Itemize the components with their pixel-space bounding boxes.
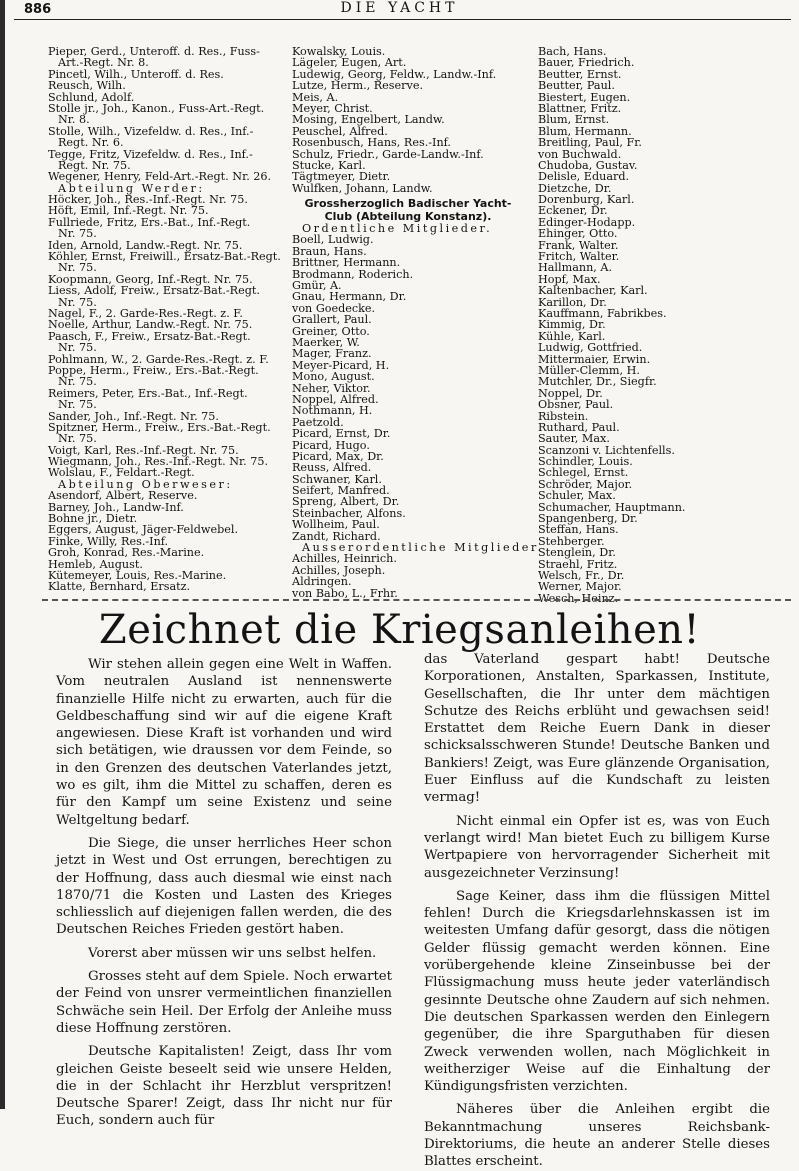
roster-entry: Mittermaier, Erwin. xyxy=(538,352,651,366)
roster-entry: Grallert, Paul. xyxy=(292,313,372,327)
section-heading: Ausserordentliche Mitglieder. xyxy=(302,541,544,555)
roster-entry: Spreng, Albert, Dr. xyxy=(292,495,400,509)
roster-entry: Achilles, Joseph. xyxy=(292,563,386,577)
roster-entry: von Babo, L., Frhr. xyxy=(292,586,398,600)
roster-entry: Hallmann, A. xyxy=(538,261,613,275)
club-heading: Club (Abteilung Konstanz). xyxy=(324,209,492,223)
roster-entry: Mosing, Engelbert, Landw. xyxy=(292,113,445,127)
roster-entry: Greiner, Otto. xyxy=(292,324,370,338)
roster-entry: Liess, Adolf, Freiw., Ersatz-Bat.-Regt. xyxy=(48,284,260,298)
roster-entry: Noppel, Dr. xyxy=(538,386,603,400)
roster-entry: Ludwig, Gottfried. xyxy=(538,341,643,355)
roster-entry: Brodmann, Roderich. xyxy=(292,267,414,281)
article-column-2 xyxy=(424,651,770,1171)
roster-entry: Edinger-Hodapp. xyxy=(538,215,636,229)
article-column-1 xyxy=(56,656,392,1130)
roster-entry: Nagel, F., 2. Garde-Res.-Regt. z. F. xyxy=(48,306,243,320)
roster-entry: Boell, Ludwig. xyxy=(292,233,374,247)
roster-entry: Reuss, Alfred. xyxy=(292,461,372,475)
roster-entry: Picard, Max, Dr. xyxy=(292,449,384,463)
roster-entry: Brittner, Hermann. xyxy=(292,256,401,270)
roster-entry: Schlegel, Ernst. xyxy=(538,466,629,480)
article-paragraph: Sage Keiner, dass ihm die flüssigen Mittel fehlen! Durch die Kriegsdarlehnskassen ist im weitesten Umfang dafür gesorgt, dass die nötigen Gelder flüssig gemacht werden können. Eine vorübergehende kleine Zinseinbusse bei der Flüssigmachung muss heute jeder vaterländisch gesinnte Deutsche ohne Zaudern auf sich nehmen. Die deutschen Sparkassen werden den Einlegern gegenüber, die ihre Sparguthaben für diesen Zweck verwenden wollen, nach Möglichkeit in weitherziger Weise auf die Einhaltung der Kündigungsfristen verzichten. xyxy=(424,888,770,1095)
roster-entry: Poppe, Herm., Freiw., Ers.-Bat.-Regt. xyxy=(48,363,259,377)
roster-entry: Wollheim, Paul. xyxy=(292,518,380,532)
roster-entry: Bach, Hans. xyxy=(538,45,607,58)
section-heading: Ordentliche Mitglieder. xyxy=(302,222,493,236)
roster-column-1 xyxy=(48,46,280,593)
roster-entry: Kühle, Karl. xyxy=(538,329,606,343)
roster-entry: Lutze, Herm., Reserve. xyxy=(292,79,424,93)
running-title: DIE YACHT xyxy=(340,0,459,16)
roster-entry: Ruthard, Paul. xyxy=(538,420,620,434)
roster-entry: Nr. 75. xyxy=(58,432,97,446)
roster-column-2 xyxy=(292,45,544,600)
roster-entry: Schuler, Max. xyxy=(538,489,616,503)
roster-entry: Pohlmann, W., 2. Garde-Res.-Regt. z. F. xyxy=(48,352,269,366)
article-paragraph: Nicht einmal ein Opfer ist es, was von Euch verlangt wird! Man bietet Euch zu billigem Kurse Wertpapiere von hervorragender Sicherheit mit ausgezeichneter Verzinsung! xyxy=(424,813,770,881)
roster-entry: Picard, Ernst, Dr. xyxy=(292,427,391,441)
roster-entry: Nr. 75. xyxy=(58,261,97,275)
roster-entry: Mutchler, Dr., Siegfr. xyxy=(538,375,657,389)
roster-entry: Spitzner, Herm., Freiw., Ers.-Bat.-Regt. xyxy=(48,420,271,434)
roster-entry: Barney, Joh., Landw-Inf. xyxy=(48,500,184,514)
roster-entry: Schulz, Friedr., Garde-Landw.-Inf. xyxy=(292,147,484,161)
roster-entry: Lägeler, Eugen, Art. xyxy=(292,56,407,70)
roster-entry: Schindler, Louis. xyxy=(538,455,633,469)
roster-entry: Reimers, Peter, Ers.-Bat., Inf.-Regt. xyxy=(48,386,248,400)
roster-entry: Beutter, Ernst. xyxy=(538,67,622,81)
roster-entry: Ribstein. xyxy=(538,409,589,423)
roster-entry: Schlund, Adolf. xyxy=(48,90,135,104)
roster-entry: Tegge, Fritz, Vizefeldw. d. Res., Inf.- xyxy=(48,147,253,161)
article-paragraph: Vorerst aber müssen wir uns selbst helfen. xyxy=(88,945,377,961)
roster-entry: Blum, Ernst. xyxy=(538,113,610,127)
roster-entry: Paetzold. xyxy=(292,415,344,429)
roster-entry: Noppel, Alfred. xyxy=(292,392,379,406)
roster-entry: Regt. Nr. 75. xyxy=(58,158,131,172)
roster-entry: Mono, August. xyxy=(292,370,375,384)
roster-entry: Gnau, Hermann, Dr. xyxy=(292,290,407,304)
section-divider xyxy=(42,599,791,601)
roster-entry: Steinbacher, Alfons. xyxy=(292,506,406,520)
article-paragraph: Grosses steht auf dem Spiele. Noch erwartet der Feind von unsrer vermeintlichen finanziellen Schwäche sein Heil. Der Erfolg der Anleihe muss diese Hoffnung zerstören. xyxy=(56,969,392,1036)
roster-entry: von Buchwald. xyxy=(538,147,622,161)
roster-entry: Nr. 8. xyxy=(58,113,90,127)
roster-entry: Köhler, Ernst, Freiwill., Ersatz-Bat.-Regt. xyxy=(48,250,281,264)
roster-entry: Bohne jr., Dietr. xyxy=(48,512,138,526)
roster-entry: Sander, Joh., Inf.-Regt. Nr. 75. xyxy=(48,409,219,423)
roster-entry: Stehberger. xyxy=(538,534,605,548)
roster-entry: Blum, Hermann. xyxy=(538,124,632,138)
roster-entry: Neher, Viktor. xyxy=(292,381,371,395)
roster-entry: Seifert, Manfred. xyxy=(292,484,390,498)
roster-entry: Steffan, Hans. xyxy=(538,523,619,537)
roster-entry: Karillon, Dr. xyxy=(538,295,607,309)
roster-entry: Achilles, Heinrich. xyxy=(292,552,397,566)
roster-entry: Stolle jr., Joh., Kanon., Fuss-Art.-Regt. xyxy=(48,101,265,115)
article-paragraph: Wir stehen allein gegen eine Welt in Waffen. Vom neutralen Ausland ist nennenswerte finanzielle Hilfe nicht zu erwarten, auch für die Geldbeschaffung sind wir auf die eigene Kraft angewiesen. Diese Kraft ist vorhanden und wird sich betätigen, wie draussen vor dem Feinde, so in den Grenzen des deutschen Vaterlandes jetzt, wo es gilt, ihm die Mittel zu schaffen, deren es für den Kampf um seine Existenz und seine Weltgeltung bedarf. xyxy=(56,657,392,828)
roster-entry: Nothmann, H. xyxy=(292,404,373,418)
roster-entry: Blattner, Fritz. xyxy=(538,101,622,115)
roster-entry: Kowalsky, Louis. xyxy=(292,45,386,58)
roster-entry: Stolle, Wilh., Vizefeldw. d. Res., Inf.- xyxy=(48,124,254,138)
roster-entry: Gmür, A. xyxy=(292,279,342,293)
roster-entry: Meyer-Picard, H. xyxy=(292,358,390,372)
roster-entry: Dorenburg, Karl. xyxy=(538,193,635,207)
roster-entry: Nr. 75. xyxy=(58,227,97,241)
roster-entry: Rosenbusch, Hans, Res.-Inf. xyxy=(292,136,451,150)
roster-entry: Wulfken, Johann, Landw. xyxy=(292,181,433,195)
roster-entry: Voigt, Karl, Res.-Inf.-Regt. Nr. 75. xyxy=(48,443,239,457)
roster-entry: Höft, Emil, Inf.-Regt. Nr. 75. xyxy=(48,204,209,218)
roster-entry: Eckener, Dr. xyxy=(538,204,608,218)
article-paragraph: Die Siege, die unser herrliches Heer schon jetzt in West und Ost errungen, berechtigen zu der Hoffnung, dass auch diesmal wie einst nach 1870/71 die Kosten und Lasten des Krieges schliesslich auf diejenigen fallen werden, die des Deutschen Reiches Frieden gestört haben. xyxy=(56,835,392,938)
roster-entry: Hopf, Max. xyxy=(538,272,601,286)
roster-entry: Wegener, Henry, Feld-Art.-Regt. Nr. 26. xyxy=(48,170,272,184)
roster-entry: Sauter, Max. xyxy=(538,432,610,446)
roster-entry: Regt. Nr. 6. xyxy=(58,136,124,150)
roster-entry: Frank, Walter. xyxy=(538,238,619,252)
roster-column-3 xyxy=(538,46,788,604)
roster-entry: Delisle, Eduard. xyxy=(538,170,630,184)
roster-entry: Spangenberg, Dr. xyxy=(538,512,638,526)
roster-entry: Fullriede, Fritz, Ers.-Bat., Inf.-Regt. xyxy=(48,215,251,229)
roster-entry: Nr. 75. xyxy=(58,398,97,412)
roster-entry: Müller-Clemm, H. xyxy=(538,363,640,377)
roster-entry: Wiegmann, Joh., Res.-Inf.-Regt. Nr. 75. xyxy=(48,455,269,469)
roster-entry: Picard, Hugo. xyxy=(292,438,370,452)
roster-entry: Ludewig, Georg, Feldw., Landw.-Inf. xyxy=(292,67,497,81)
section-heading: Abteilung Werder: xyxy=(58,181,205,195)
roster-entry: Chudoba, Gustav. xyxy=(538,158,638,172)
roster-entry: Breitling, Paul, Fr. xyxy=(538,136,642,150)
header-rule xyxy=(14,19,791,20)
roster-entry: Dietzche, Dr. xyxy=(538,181,612,195)
section-heading: Abteilung Oberweser: xyxy=(58,477,233,491)
article-paragraph: Deutsche Kapitalisten! Zeigt, dass Ihr vom gleichen Geiste beseelt seid wie unsere Helden, die in der Schlacht ihr Herzblut verspritzen! Deutsche Sparer! Zeigt, dass Ihr nicht nur für Euch, sondern auch für xyxy=(56,1044,392,1129)
roster-entry: Paasch, F., Freiw., Ersatz-Bat.-Regt. xyxy=(48,329,251,343)
roster-entry: Obsner, Paul. xyxy=(538,398,614,412)
roster-entry: Stenglein, Dr. xyxy=(538,546,616,560)
roster-entry: Scanzoni v. Lichtenfells. xyxy=(538,443,675,457)
roster-entry: Zandt, Richard. xyxy=(292,529,381,543)
roster-entry: Kaltenbacher, Karl. xyxy=(538,284,648,298)
roster-entry: Mager, Franz. xyxy=(292,347,372,361)
roster-entry: Groh, Konrad, Res.-Marine. xyxy=(48,546,205,560)
roster-entry: Schröder, Major. xyxy=(538,477,633,491)
article-paragraph: das Vaterland gespart habt! Deutsche Korporationen, Anstalten, Sparkassen, Institute, Gesellschaften, die Ihr unter dem mächtigen Schutze des Reichs erblüht und gewachsen seid! Erstattet dem Reiche Euern Dank in dieser schicksalsschweren Stunde! Deutsche Banken und Bankiers! Zeigt, was Eure glänzende Organisation, Euer Einfluss auf die Kundschaft zu leisten vermag! xyxy=(424,652,770,806)
roster-entry: Asendorf, Albert, Reserve. xyxy=(48,489,198,503)
scan-edge xyxy=(0,0,5,1109)
roster-entry: Eggers, August, Jäger-Feldwebel. xyxy=(48,523,239,537)
roster-entry: Werner, Major. xyxy=(538,580,622,594)
roster-entry: Finke, Willy, Res.-Inf. xyxy=(48,534,169,548)
article-headline: Zeichnet die Kriegsanleihen! xyxy=(98,607,701,653)
roster-entry: Höcker, Joh., Res.-Inf.-Regt. Nr. 75. xyxy=(48,193,248,207)
roster-entry: Tägtmeyer, Dietr. xyxy=(292,170,391,184)
page-number: 886 xyxy=(24,2,52,17)
roster-entry: Nr. 75. xyxy=(58,295,97,309)
roster-entry: Schwaner, Karl. xyxy=(292,472,382,486)
roster-entry: Meyer, Christ. xyxy=(292,101,373,115)
roster-entry: Aldringen. xyxy=(292,575,352,589)
roster-entry: Hemleb, August. xyxy=(48,557,143,571)
roster-entry: Kauffmann, Fabrikbes. xyxy=(538,306,667,320)
roster-entry: Fritch, Walter. xyxy=(538,250,620,264)
article-paragraph: Näheres über die Anleihen ergibt die Bekanntmachung unseres Reichsbank-Direktoriums, die heute an anderer Stelle dieses Blattes erscheint. xyxy=(424,1102,770,1170)
roster-entry: Stucke, Karl. xyxy=(292,158,366,172)
roster-entry: Bauer, Friedrich. xyxy=(538,56,635,70)
roster-entry: Peuschel, Alfred. xyxy=(292,124,388,138)
roster-entry: Welsch, Fr., Dr. xyxy=(538,568,625,582)
roster-entry: Meis, A. xyxy=(292,90,339,104)
roster-entry: Beutter, Paul. xyxy=(538,79,615,93)
roster-entry: Straehl, Fritz. xyxy=(538,557,618,571)
roster-entry: Reusch, Wilh. xyxy=(48,79,126,93)
roster-entry: Biestert, Eugen. xyxy=(538,90,631,104)
roster-entry: Schumacher, Hauptmann. xyxy=(538,500,686,514)
roster-entry: Iden, Arnold, Landw.-Regt. Nr. 75. xyxy=(48,238,243,252)
roster-entry: Koopmann, Georg, Inf.-Regt. Nr. 75. xyxy=(48,272,253,286)
roster-entry: Maerker, W. xyxy=(292,335,360,349)
roster-entry: Pincetl, Wilh., Unteroff. d. Res. xyxy=(48,67,224,81)
roster-entry: Kimmig, Dr. xyxy=(538,318,606,332)
roster-entry: Klatte, Bernhard, Ersatz. xyxy=(48,580,191,594)
roster-entry: Noelle, Arthur, Landw.-Regt. Nr. 75. xyxy=(48,318,253,332)
roster-entry: Wolslau, F., Feldart.-Regt. xyxy=(48,466,195,480)
roster-entry: Braun, Hans. xyxy=(292,244,367,258)
roster-entry: von Goedecke. xyxy=(292,301,376,315)
roster-entry: Ehinger, Otto. xyxy=(538,227,618,241)
roster-entry: Nr. 75. xyxy=(58,375,97,389)
roster-entry: Pieper, Gerd., Unteroff. d. Res., Fuss- xyxy=(48,45,260,58)
roster-entry: Art.-Regt. Nr. 8. xyxy=(58,56,149,70)
roster-entry: Nr. 75. xyxy=(58,341,97,355)
club-heading: Grossherzoglich Badischer Yacht- xyxy=(304,197,512,211)
roster-entry: Kütemeyer, Louis, Res.-Marine. xyxy=(48,568,227,582)
roster-entry: Wesch, Heinz. xyxy=(538,591,619,605)
